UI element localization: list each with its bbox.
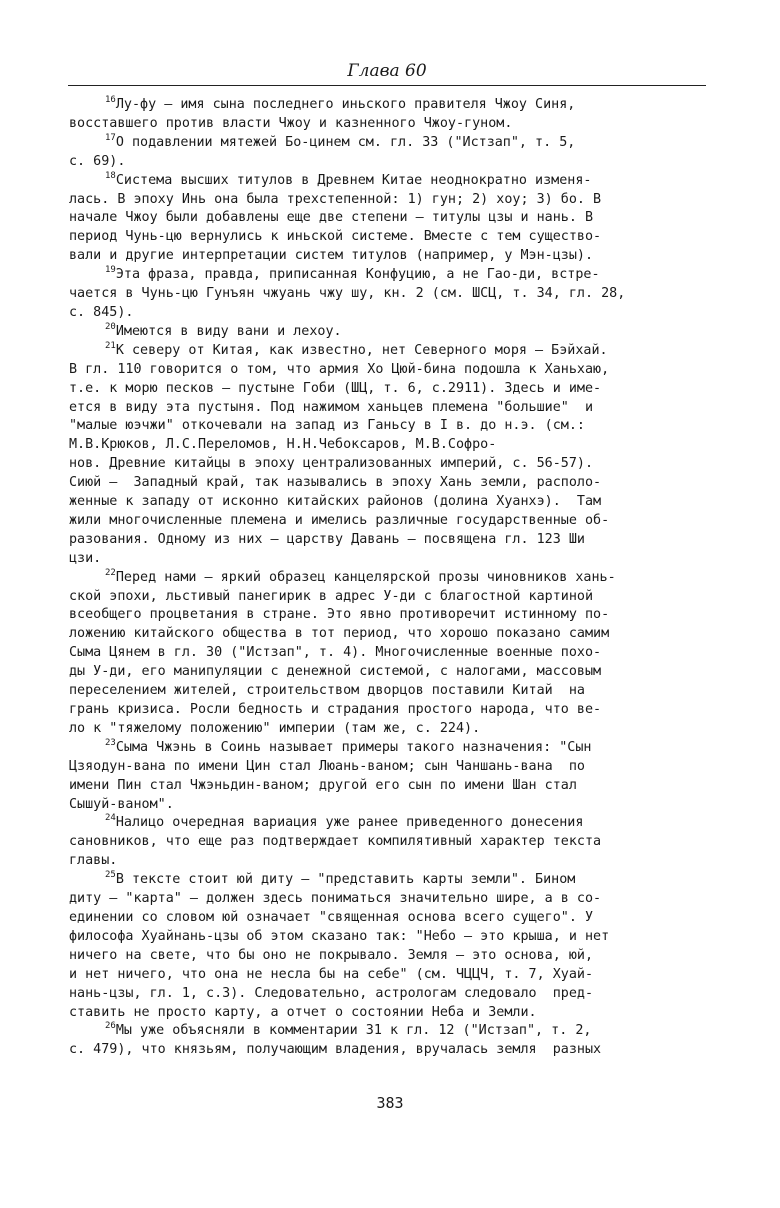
footnote-19 [69, 266, 709, 323]
footnote-line: ничего на свете, что бы оно не покрывало. Земля — это основа, юй, [69, 947, 594, 963]
footnote-number: 24 [105, 813, 116, 824]
footnote-line: главы. [69, 853, 118, 869]
footnote-line: ложению китайского общества в тот период, что хорошо показано самим [69, 626, 610, 642]
footnote-line: имени Пин стал Чжэньдин-ваном; другой его сын по имени Шан стал [69, 777, 577, 793]
footnote-number: 18 [105, 170, 116, 181]
footnote-line: Сыма Цянем в гл. 30 ("Истзап", т. 4). Многочисленные военные похо- [69, 645, 602, 661]
footnote-line: Налицо очередная вариация уже ранее приведенного донесения [115, 815, 584, 831]
footnote-line: О подавлении мятежей Бо-цинем см. гл. 33 ("Истзап", т. 5, [115, 134, 576, 150]
footnote-number: 20 [105, 321, 116, 332]
footnote-line: К северу от Китая, как известно, нет Северного моря — Бэйхай. [115, 342, 608, 358]
footnote-line: чается в Чунь-цю Гунъян чжуань чжу шу, кн. 2 (см. ШСЦ, т. 34, гл. 28, [69, 286, 626, 302]
footnote-number: 16 [105, 95, 116, 105]
footnote-line: с. 479), что князьям, получающим владения, вручалась земля разных [69, 1042, 602, 1058]
footnote-26 [69, 1022, 709, 1060]
footnote-line: грань кризиса. Росли бедность и страдания простого народа, что ве- [69, 702, 602, 717]
footnote-line: М.В.Крюков, Л.С.Переломов, Н.Н.Чебоксаров, М.В.Софро- [69, 437, 497, 453]
footnote-line: и нет ничего, что она не несла бы на себе" (см. ЧЦЦЧ, т. 7, Хуай- [69, 966, 594, 982]
page-number: 383 [376, 1094, 404, 1112]
footnote-line: В тексте стоит юй диту — "представить карты земли". Бином [115, 872, 576, 888]
footnote-24 [69, 814, 709, 871]
footnote-number: 21 [105, 340, 116, 351]
footnote-line: цзи. [69, 550, 102, 566]
footnote-line: ды У-ди, его манипуляции с денежной системой, с налогами, массовым [69, 664, 602, 680]
footnote-line: с. 845). [69, 304, 134, 320]
footnote-18 [69, 172, 709, 267]
header-rule [68, 85, 706, 86]
footnote-line: разования. Одному из них — царству Давань — посвящена гл. 123 Ши [69, 531, 585, 547]
footnote-25 [69, 871, 709, 1022]
footnote-line: сановников, что еще раз подтверждает компилятивный характер текста [69, 834, 602, 850]
footnote-line: период Чунь-цю вернулись к иньской системе. Вместе с тем существо- [69, 229, 602, 245]
footnote-number: 17 [105, 132, 116, 143]
footnote-number: 23 [105, 737, 116, 748]
footnote-line: единении со словом юй означает "священная основа всего сущего". У [69, 909, 594, 925]
footnote-16 [69, 96, 709, 134]
footnote-number: 22 [105, 567, 116, 578]
footnote-line: Перед нами — яркий образец канцелярской прозы чиновников хань- [115, 569, 616, 585]
footnote-20 [69, 323, 709, 342]
footnote-line: ло к "тяжелому положению" империи (там же, с. 224). [69, 720, 481, 736]
footnote-line: начале Чжоу были добавлены еще две степени — титулы цзы и нань. В [69, 210, 594, 226]
footnote-line: диту — "карта" — должен здесь пониматься значительно шире, а в со- [69, 891, 602, 907]
footnote-line: философа Хуайнань-цзы об этом сказано так: "Небо — это крыша, и нет [69, 928, 610, 944]
footnote-line: всеобщего процветания в стране. Это явно противоречит истинному по- [69, 607, 610, 623]
footnote-number: 26 [105, 1021, 116, 1032]
footnote-line: женные к западу от исконно китайских районов (долина Хуанхэ). Там [69, 494, 602, 510]
footnote-line: восставшего против власти Чжоу и казненного Чжоу-гуном. [69, 115, 513, 131]
footnote-line: лась. В эпоху Инь она была трехстепенной: 1) гун; 2) хоу; 3) бо. В [69, 191, 602, 207]
footnote-line: Лу-фу — имя сына последнего иньского правителя Чжоу Синя, [115, 97, 576, 112]
footnote-line: Сыма Чжэнь в Соинь называет примеры такого назначения: "Сын [115, 739, 592, 755]
footnotes [69, 96, 709, 1060]
footnote-line: "малые юэчжи" откочевали на запад из Ганьсу в I в. до н.э. (см.: [69, 418, 585, 434]
footnote-line: нань-цзы, гл. 1, с.3). Следовательно, астрологам следовало пред- [69, 985, 594, 1001]
footnote-line: переселением жителей, строительством дворцов поставили Китай на [69, 683, 585, 699]
footnote-line: Система высших титулов в Древнем Китае неоднократно изменя- [115, 172, 592, 188]
footnote-number: 25 [105, 870, 116, 881]
footnote-22 [69, 569, 709, 739]
chapter-header: Глава 60 [347, 61, 427, 81]
footnote-line: Цзяодун-вана по имени Цин стал Люань-ваном; сын Чаншань-вана по [69, 758, 585, 774]
footnote-number: 19 [105, 265, 116, 276]
footnote-line: т.е. к морю песков — пустыне Гоби (ШЦ, т. 6, с.2911). Здесь и име- [69, 380, 602, 396]
footnote-line: ской эпохи, льстивый панегирик в адрес У-ди с благостной картиной [69, 588, 594, 604]
footnote-21 [69, 342, 709, 569]
footnote-line: ставить не просто карту, а отчет о состоянии Неба и Земли. [69, 1004, 537, 1020]
footnote-line: ется в виду эта пустыня. Под нажимом ханьцев племена "большие" и [69, 399, 594, 415]
footnote-line: Имеются в виду вани и лехоу. [115, 323, 342, 339]
footnote-line: вали и другие интерпретации систем титулов (например, у Мэн-цзы). [69, 248, 594, 264]
footnote-line: с. 69). [69, 153, 126, 169]
footnote-line: Эта фраза, правда, приписанная Конфуцию, а не Гао-ди, встре- [115, 267, 600, 283]
footnote-line: Сышуй-ваном". [69, 796, 174, 812]
footnote-line: Мы уже объясняли в комментарии 31 к гл. 12 ("Истзап", т. 2, [115, 1023, 592, 1039]
footnote-17 [69, 134, 709, 172]
footnote-line: нов. Древние китайцы в эпоху централизованных империй, с. 56-57). [69, 456, 594, 472]
footnote-23 [69, 739, 709, 815]
footnote-line: В гл. 110 говорится о том, что армия Хо Цюй-бина подошла к Ханьхаю, [69, 361, 610, 377]
footnote-line: жили многочисленные племена и имелись различные государственные об- [69, 512, 610, 528]
footnote-line: Сиюй — Западный край, так назывались в эпоху Хань земли, располо- [69, 475, 602, 491]
